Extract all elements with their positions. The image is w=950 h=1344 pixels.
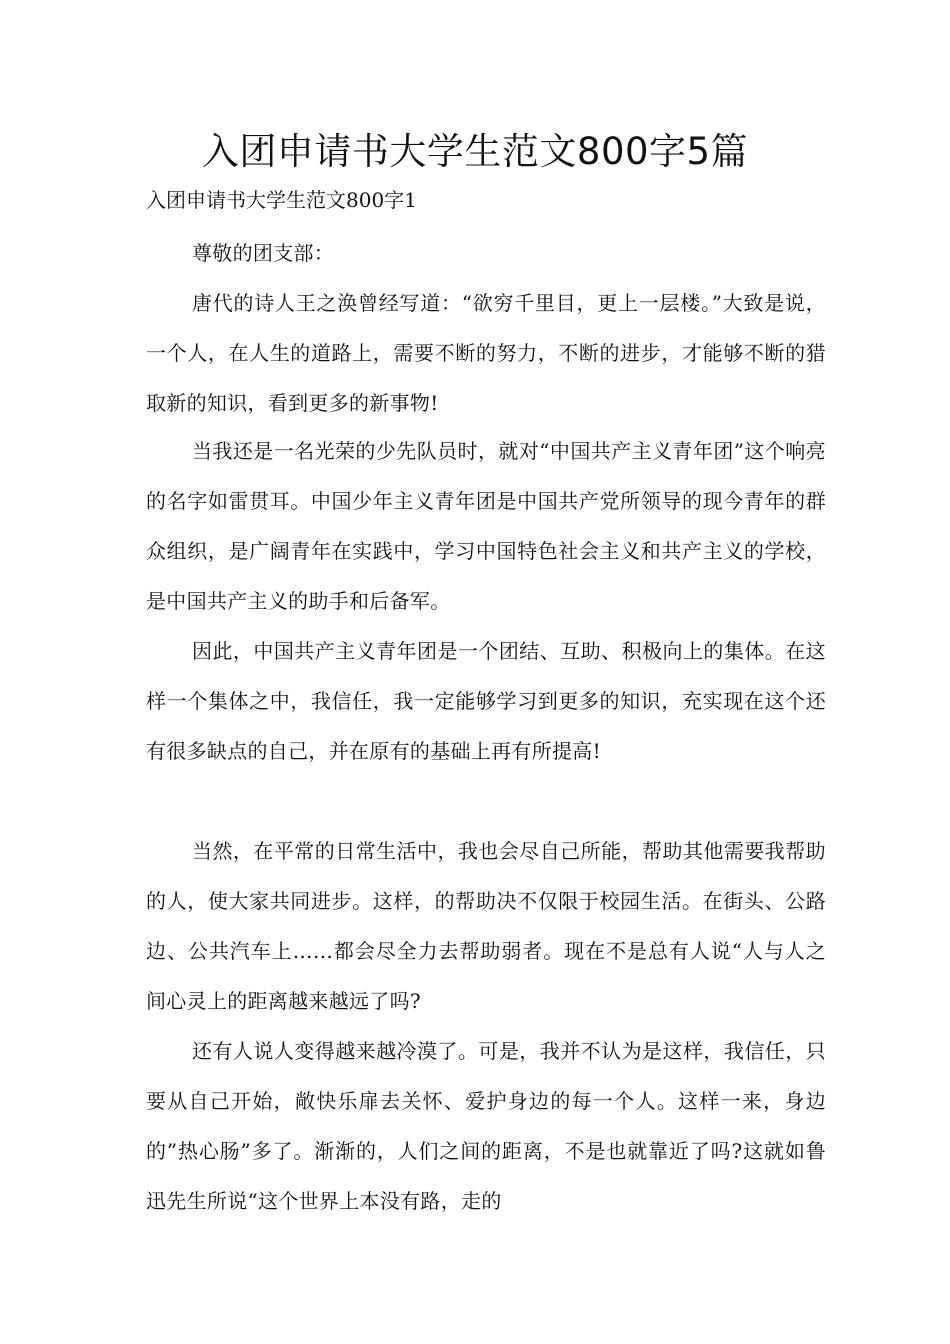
body-paragraph: 因此，中国共产主义青年团是一个团结、互助、积极向上的集体。在这样一个集体之中，我信任，我一定能够学习到更多的知识，充实现在这个还有很多缺点的自己，并在原有的基础上再有所提高!: [146, 639, 826, 763]
body-paragraph: 当然，在平常的日常生活中，我也会尽自己所能，帮助其他需要我帮助的人，使大家共同进步。这样，的帮助决不仅限于校园生活。在街头、公路边、公共汽车上……都会尽全力去帮助弱者。现在不是总有人说“人与人之间心灵上的距离越来越远了吗?: [146, 839, 826, 1013]
salutation: 尊敬的团支部：: [192, 241, 335, 265]
body-paragraph: 还有人说人变得越来越冷漠了。可是，我并不认为是这样，我信任，只要从自己开始，敞快乐扉去关怀、爱护身边的每一个人。这样一来，身边的”热心肠”多了。渐渐的，人们之间的距离，不是也就靠近了吗?这就如鲁迅先生所说“这个世界上本没有路，走的: [146, 1039, 826, 1213]
document-title: 入团申请书大学生范文800字5篇: [201, 130, 749, 173]
body-paragraph: 唐代的诗人王之涣曾经写道：“欲穷千里目，更上一层楼。”大致是说，一个人，在人生的道路上，需要不断的努力，不断的进步，才能够不断的猎取新的知识，看到更多的新事物!: [146, 291, 826, 415]
section-heading: 入团申请书大学生范文800字1: [146, 188, 417, 212]
body-paragraph: 当我还是一名光荣的少先队员时，就对“中国共产主义青年团”这个响亮的名字如雷贯耳。中国少年主义青年团是中国共产党所领导的现今青年的群众组织，是广阔青年在实践中，学习中国特色社会主义和共产主义的学校，是中国共产主义的助手和后备军。: [146, 439, 826, 613]
